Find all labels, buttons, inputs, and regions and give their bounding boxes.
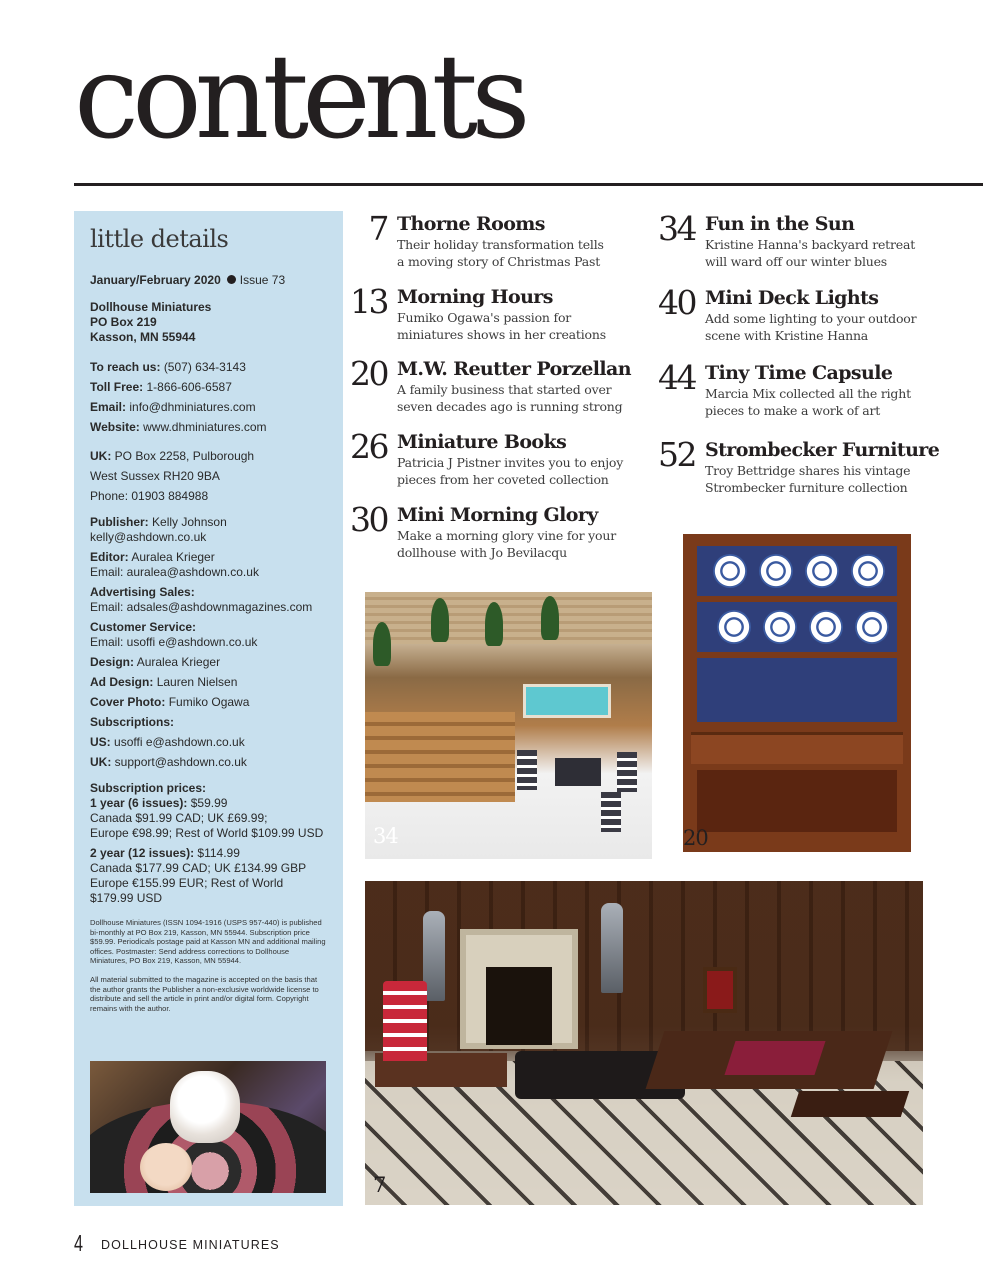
issue-number: Issue 73 — [239, 273, 286, 287]
publication-statement: Dollhouse Miniatures (ISSN 1094-1916 (USPS 957-440) is published bi-monthly at PO Box 219, Kasson, MN 55944. Subscription price $59.99. Periodicals postage paid at Kasson MN and additional mailing offices. Postmaster: Send address corrections to Dollhouse Miniatures, PO Box 219, Kasson, MN 55944. — [90, 918, 326, 966]
subscriptions-label: Subscriptions: — [90, 715, 175, 729]
customer-service-label: Customer Service: — [90, 620, 197, 634]
thorne-room-hall-photo — [365, 881, 923, 1205]
uk-address-line1: PO Box 2258, Pulborough — [114, 449, 255, 463]
sidebar-heading: little details — [90, 225, 229, 253]
editor-label: Editor: — [90, 550, 129, 564]
photo-page-label: 20 — [683, 826, 708, 850]
toc-title: Fun in the Sun — [705, 213, 855, 235]
publisher-name: Kelly Johnson — [152, 515, 227, 529]
two-year-price: $114.99 — [197, 846, 240, 860]
photo-page-label: 34 — [373, 824, 398, 848]
toc-entry[interactable] — [655, 283, 965, 362]
toc-desc-line: will ward off our winter blues — [705, 254, 888, 269]
toc-page-number: 26 — [350, 427, 387, 466]
two-year-label: 2 year (12 issues): — [90, 846, 195, 860]
toc-desc-line: Patricia J Pistner invites you to enjoy — [397, 455, 624, 470]
uk-phone: Phone: 01903 884988 — [90, 489, 209, 503]
reach-phone: (507) 634-3143 — [163, 360, 246, 374]
toc-right-column — [655, 209, 965, 513]
uk-sub-label: UK: — [90, 755, 112, 769]
toc-title: Tiny Time Capsule — [705, 362, 893, 384]
toc-title: Morning Hours — [397, 286, 553, 308]
address-name: Dollhouse Miniatures — [90, 300, 212, 314]
advertising-label: Advertising Sales: — [90, 585, 195, 599]
contact-email-link[interactable]: info@dhminiatures.com — [129, 400, 256, 414]
toc-page-number: 30 — [350, 500, 387, 539]
page-title: contents — [74, 30, 524, 165]
bullet-icon — [227, 275, 236, 284]
toc-desc-line: Make a morning glory vine for your — [397, 528, 616, 543]
toc-title: M.W. Reutter Porzellan — [397, 358, 631, 380]
toc-desc-line: scene with Kristine Hanna — [705, 328, 869, 343]
toc-page-number: 40 — [658, 283, 695, 322]
little-details-sidebar — [74, 211, 343, 1206]
uk-label: UK: — [90, 449, 112, 463]
footer-publication-name: DOLLHOUSE MINIATURES — [101, 1238, 280, 1252]
backyard-patio-photo — [365, 592, 652, 859]
copyright-statement: All material submitted to the magazine is accepted on the basis that the author grants the Publisher a non-exclusive worldwide license to distribute and sell the article in print and/or digital form. Copyright remains with the author. — [90, 974, 319, 1013]
two-year-line2: Canada $177.99 CAD; UK £134.99 GBP — [90, 861, 307, 875]
toc-page-number: 20 — [350, 354, 387, 393]
title-divider — [74, 183, 983, 186]
toc-page-number: 44 — [658, 358, 695, 397]
two-year-line4: $179.99 USD — [90, 891, 163, 905]
toc-title: Mini Morning Glory — [397, 504, 598, 526]
one-year-line3: Europe €98.99; Rest of World $109.99 USD — [90, 826, 324, 840]
design-label: Design: — [90, 655, 135, 669]
website-label: Website: — [90, 420, 140, 434]
us-sub-email[interactable]: usoffi e@ashdown.co.uk — [114, 735, 245, 749]
two-year-line3: Europe €155.99 EUR; Rest of World — [90, 876, 284, 890]
issue-date: January/February 2020 — [90, 273, 221, 287]
toc-title: Thorne Rooms — [397, 213, 545, 235]
toc-entry[interactable] — [347, 354, 647, 431]
customer-service-email[interactable]: Email: usoffi e@ashdown.co.uk — [90, 635, 258, 649]
bunny-doll-photo — [90, 1061, 326, 1193]
welsh-dresser-photo — [665, 526, 923, 856]
toc-entry[interactable] — [347, 500, 647, 577]
toc-title: Strombecker Furniture — [705, 439, 940, 461]
toc-desc-line: Fumiko Ogawa's passion for — [397, 310, 572, 325]
toc-left-column — [347, 209, 647, 577]
design-credit: Auralea Krieger — [136, 655, 221, 669]
toc-desc-line: pieces to make a work of art — [705, 403, 881, 418]
toc-entry[interactable] — [655, 209, 965, 287]
one-year-line2: Canada $91.99 CAD; UK £69.99; — [90, 811, 268, 825]
issue-line — [90, 273, 327, 288]
email-label: Email: — [90, 400, 127, 414]
toc-page-number: 52 — [658, 435, 695, 474]
advertising-email[interactable]: Email: adsales@ashdownmagazines.com — [90, 600, 313, 614]
toc-desc-line: dollhouse with Jo Bevilacqu — [397, 545, 567, 560]
ad-design-credit: Lauren Nielsen — [156, 675, 238, 689]
photo-page-label: 7 — [373, 1173, 386, 1197]
toc-desc-line: miniatures shows in her creations — [397, 327, 606, 342]
cover-photo-credit: Fumiko Ogawa — [168, 695, 250, 709]
toc-entry[interactable] — [655, 358, 965, 439]
toc-desc-line: A family business that started over — [397, 382, 612, 397]
toc-desc-line: Marcia Mix collected all the right — [705, 386, 911, 401]
footer-page-number: 4 — [74, 1230, 83, 1256]
toc-desc-line: pieces from her coveted collection — [397, 472, 609, 487]
uk-sub-email[interactable]: support@ashdown.co.uk — [114, 755, 247, 769]
toc-page-number: 13 — [350, 282, 387, 321]
website-link[interactable]: www.dhminiatures.com — [143, 420, 267, 434]
prices-label: Subscription prices: — [90, 781, 207, 795]
toc-desc-line: Strombecker furniture collection — [705, 480, 908, 495]
tollfree-phone: 1-866-606-6587 — [146, 380, 232, 394]
one-year-label: 1 year (6 issues): — [90, 796, 188, 810]
toc-page-number: 34 — [658, 209, 695, 248]
toc-entry[interactable] — [347, 209, 647, 286]
toc-desc-line: Troy Bettridge shares his vintage — [705, 463, 911, 478]
us-sub-label: US: — [90, 735, 111, 749]
uk-address-line2: West Sussex RH20 9BA — [90, 469, 220, 483]
toc-desc-line: Add some lighting to your outdoor — [705, 311, 917, 326]
tollfree-label: Toll Free: — [90, 380, 144, 394]
editor-name: Auralea Krieger — [131, 550, 215, 564]
toc-title: Mini Deck Lights — [705, 287, 879, 309]
address-line1: PO Box 219 — [90, 315, 157, 329]
publisher-label: Publisher: — [90, 515, 149, 529]
address-line2: Kasson, MN 55944 — [90, 330, 196, 344]
toc-desc-line: seven decades ago is running strong — [397, 399, 623, 414]
toc-title: Miniature Books — [397, 431, 567, 453]
editor-email[interactable]: Email: auralea@ashdown.co.uk — [90, 565, 259, 579]
toc-entry[interactable] — [347, 282, 647, 358]
publisher-email[interactable]: kelly@ashdown.co.uk — [90, 530, 207, 544]
toc-desc-line: Kristine Hanna's backyard retreat — [705, 237, 916, 252]
ad-design-label: Ad Design: — [90, 675, 154, 689]
cover-photo-label: Cover Photo: — [90, 695, 166, 709]
toc-page-number: 7 — [368, 209, 387, 248]
one-year-price: $59.99 — [190, 796, 228, 810]
toc-entry[interactable] — [655, 435, 965, 513]
toc-desc-line: a moving story of Christmas Past — [397, 254, 601, 269]
toc-desc-line: Their holiday transformation tells — [397, 237, 604, 252]
toc-entry[interactable] — [347, 427, 647, 504]
reach-label: To reach us: — [90, 360, 161, 374]
